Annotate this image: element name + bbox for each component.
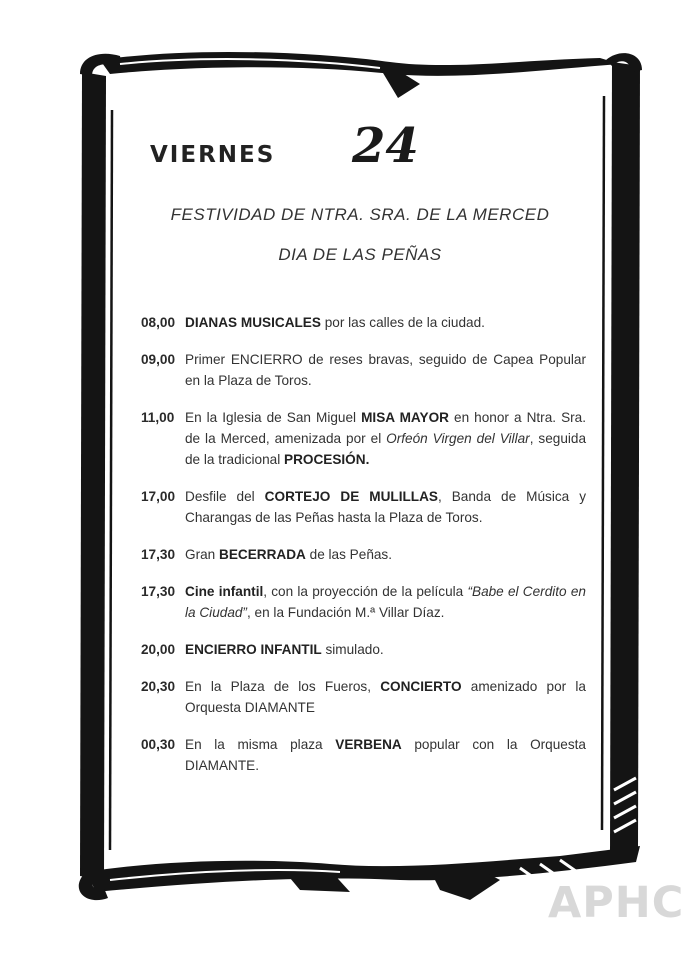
event-text-part: por las calles de la ciudad.: [320, 315, 485, 330]
event-description: [185, 639, 586, 660]
event-description: [185, 349, 586, 391]
schedule-event: [141, 349, 586, 391]
event-text-part: , con la proyección de la película: [263, 584, 468, 599]
schedule-event: [141, 407, 586, 470]
day-subtitle: DIA DE LAS PEÑAS: [278, 245, 442, 264]
event-text-part: ENCIERRO INFANTIL: [185, 642, 322, 657]
event-text-part: , en la Fundación M.ª Villar Díaz.: [246, 605, 445, 620]
schedule-event: [141, 544, 586, 565]
schedule-event: [141, 312, 586, 333]
event-time: 17,30: [141, 584, 176, 599]
event-time: 20,00: [141, 642, 176, 657]
event-description: [185, 407, 586, 470]
event-text-part: Gran: [185, 547, 219, 562]
event-text-part: En la Plaza de los Fueros,: [185, 679, 381, 694]
schedule-event: [141, 734, 586, 776]
event-time: 00,30: [141, 737, 176, 752]
event-description: [185, 734, 586, 776]
schedule-event: [141, 486, 586, 528]
event-description: [185, 581, 586, 623]
event-schedule: [141, 312, 586, 792]
event-text-part: en honor a Ntra. Sra. de la Merced, amenizada por el: [185, 410, 586, 446]
event-time: 09,00: [141, 352, 176, 367]
event-text-part: PROCESIÓN.: [284, 452, 370, 467]
event-time: 20,30: [141, 679, 176, 694]
event-text-part: CONCIERTO: [380, 679, 462, 694]
scroll-right-bar: [610, 62, 640, 852]
scroll-top-ribbon: [100, 52, 620, 76]
event-time: 11,00: [141, 410, 175, 425]
scroll-left-bar: [80, 72, 106, 880]
day-name: VIERNES: [150, 142, 276, 168]
schedule-event: [141, 581, 586, 623]
event-text-part: amenizado por la Orquesta DIAMANTE: [185, 679, 586, 715]
event-text-part: MISA MAYOR: [361, 410, 449, 425]
event-text-part: de las Peñas.: [305, 547, 393, 562]
festivity-title: FESTIVIDAD DE NTRA. SRA. DE LA MERCED: [170, 205, 550, 224]
event-text-part: , seguida de la tradicional: [185, 431, 587, 467]
event-text-part: En la misma plaza: [185, 737, 336, 752]
event-description: [185, 486, 586, 528]
schedule-event: [141, 639, 586, 660]
event-text-part: DIANAS MUSICALES: [185, 315, 321, 330]
event-description: [185, 312, 586, 333]
event-text-part: Primer ENCIERRO de reses bravas, seguido de Capea Popular en la Plaza de Toros.: [185, 352, 586, 388]
event-text-part: CORTEJO DE MULILLAS: [264, 489, 438, 504]
event-text-part: , Banda de Música y Charangas de las Peñas hasta la Plaza de Toros.: [185, 489, 586, 525]
event-description: [185, 544, 586, 565]
event-text-part: En la Iglesia de San Miguel: [185, 410, 362, 425]
schedule-event: [141, 676, 586, 718]
event-time: 08,00: [141, 315, 176, 330]
watermark-logo: APHC: [548, 878, 685, 928]
event-text-part: VERBENA: [335, 737, 402, 752]
event-text-part: simulado.: [321, 642, 384, 657]
event-time: 17,00: [141, 489, 176, 504]
event-time: 17,30: [141, 547, 176, 562]
event-text-part: Orfeón Virgen del Villar: [386, 431, 530, 446]
day-number: 24: [352, 118, 419, 174]
event-text-part: “Babe el Cerdito en la Ciudad”: [185, 584, 586, 620]
event-description: [185, 676, 586, 718]
event-text-part: popular con la Orquesta DIAMANTE.: [185, 737, 586, 773]
event-text-part: BECERRADA: [219, 547, 306, 562]
event-text-part: Cine infantil: [185, 584, 264, 599]
event-text-part: Desfile del: [185, 489, 265, 504]
